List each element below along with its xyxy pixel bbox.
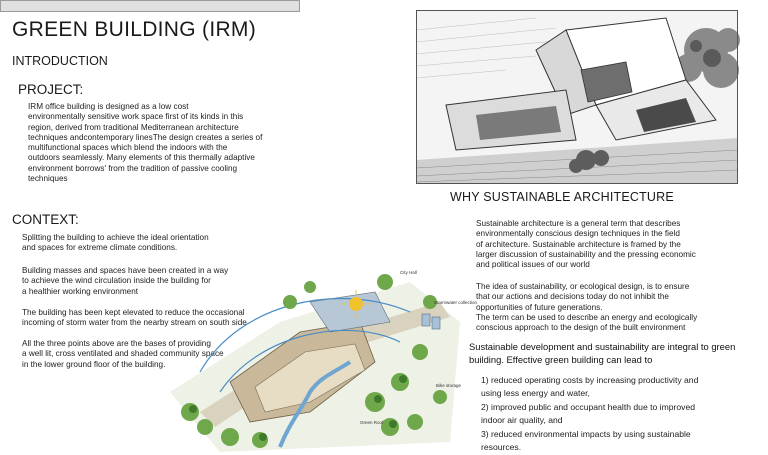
- why-paragraph: The idea of sustainability, or ecological design, is to ensure that our actions and decisions today do not inhibit the opportunities of future generations. The term can be used to describe an energy and ecologically conscious approach to the design of the built environment: [476, 282, 698, 333]
- page-title: GREEN BUILDING (IRM): [12, 18, 257, 41]
- building-sketch-image: [416, 10, 738, 184]
- context-paragraph: All the three points above are the bases of providing a well lit, cross ventilated and shaded community space in the lower ground floor of the building.: [22, 339, 224, 369]
- why-lead-text: Sustainable development and sustainability are integral to green building. Effective green building can lead to: [469, 341, 736, 365]
- why-heading: WHY SUSTAINABLE ARCHITECTURE: [450, 190, 674, 204]
- benefit-list-item: 2) improved public and occupant health due to improved indoor air quality, and: [481, 402, 696, 425]
- top-bar: [0, 0, 300, 12]
- context-heading: CONTEXT:: [12, 212, 79, 227]
- site-plan-illustration: [160, 262, 478, 452]
- site-label-green-roof: Green Roof: [360, 420, 384, 425]
- page-subtitle: INTRODUCTION: [12, 54, 108, 68]
- site-label-city-hall: City Hall: [400, 270, 417, 275]
- site-label-stormwater: Stormwater collection: [434, 300, 478, 305]
- project-text: IRM office building is designed as a low cost environmentally sensitive work space first of its kinds in this region, derived from traditional Mediterranean architecture techniques andcontemporary linesThe design creates a series of multifunctional spaces which blend the indoors with the outdoors seamlessly. Many elements of this thermally adaptive environment borrows' from the tradition of passive cooling techniques: [28, 102, 263, 184]
- benefit-list-item: 3) reduced environmental impacts by using sustainable resources.: [481, 429, 691, 452]
- context-paragraph: Building masses and spaces have been created in a way to achieve the wind circulation inside the building for a healthier working environment: [22, 266, 229, 296]
- context-paragraph: Splitting the building to achieve the ideal orientation and spaces for extreme climate conditions.: [22, 233, 209, 253]
- site-label-bike-storage: Bike storage: [436, 383, 462, 388]
- project-heading: PROJECT:: [18, 82, 84, 97]
- benefit-list-item: 1) reduced operating costs by increasing productivity and using less energy and water,: [481, 375, 699, 398]
- context-paragraph: The building has been kept elevated to reduce the occasional incoming of storm water from the nearby stream on south side: [22, 308, 247, 328]
- why-paragraph: Sustainable architecture is a general term that describes environmentally conscious design techniques in the field of architecture. Sustainable architecture is framed by the larger discussion of sustainability and the pressing economic and political issues of our world: [476, 219, 696, 270]
